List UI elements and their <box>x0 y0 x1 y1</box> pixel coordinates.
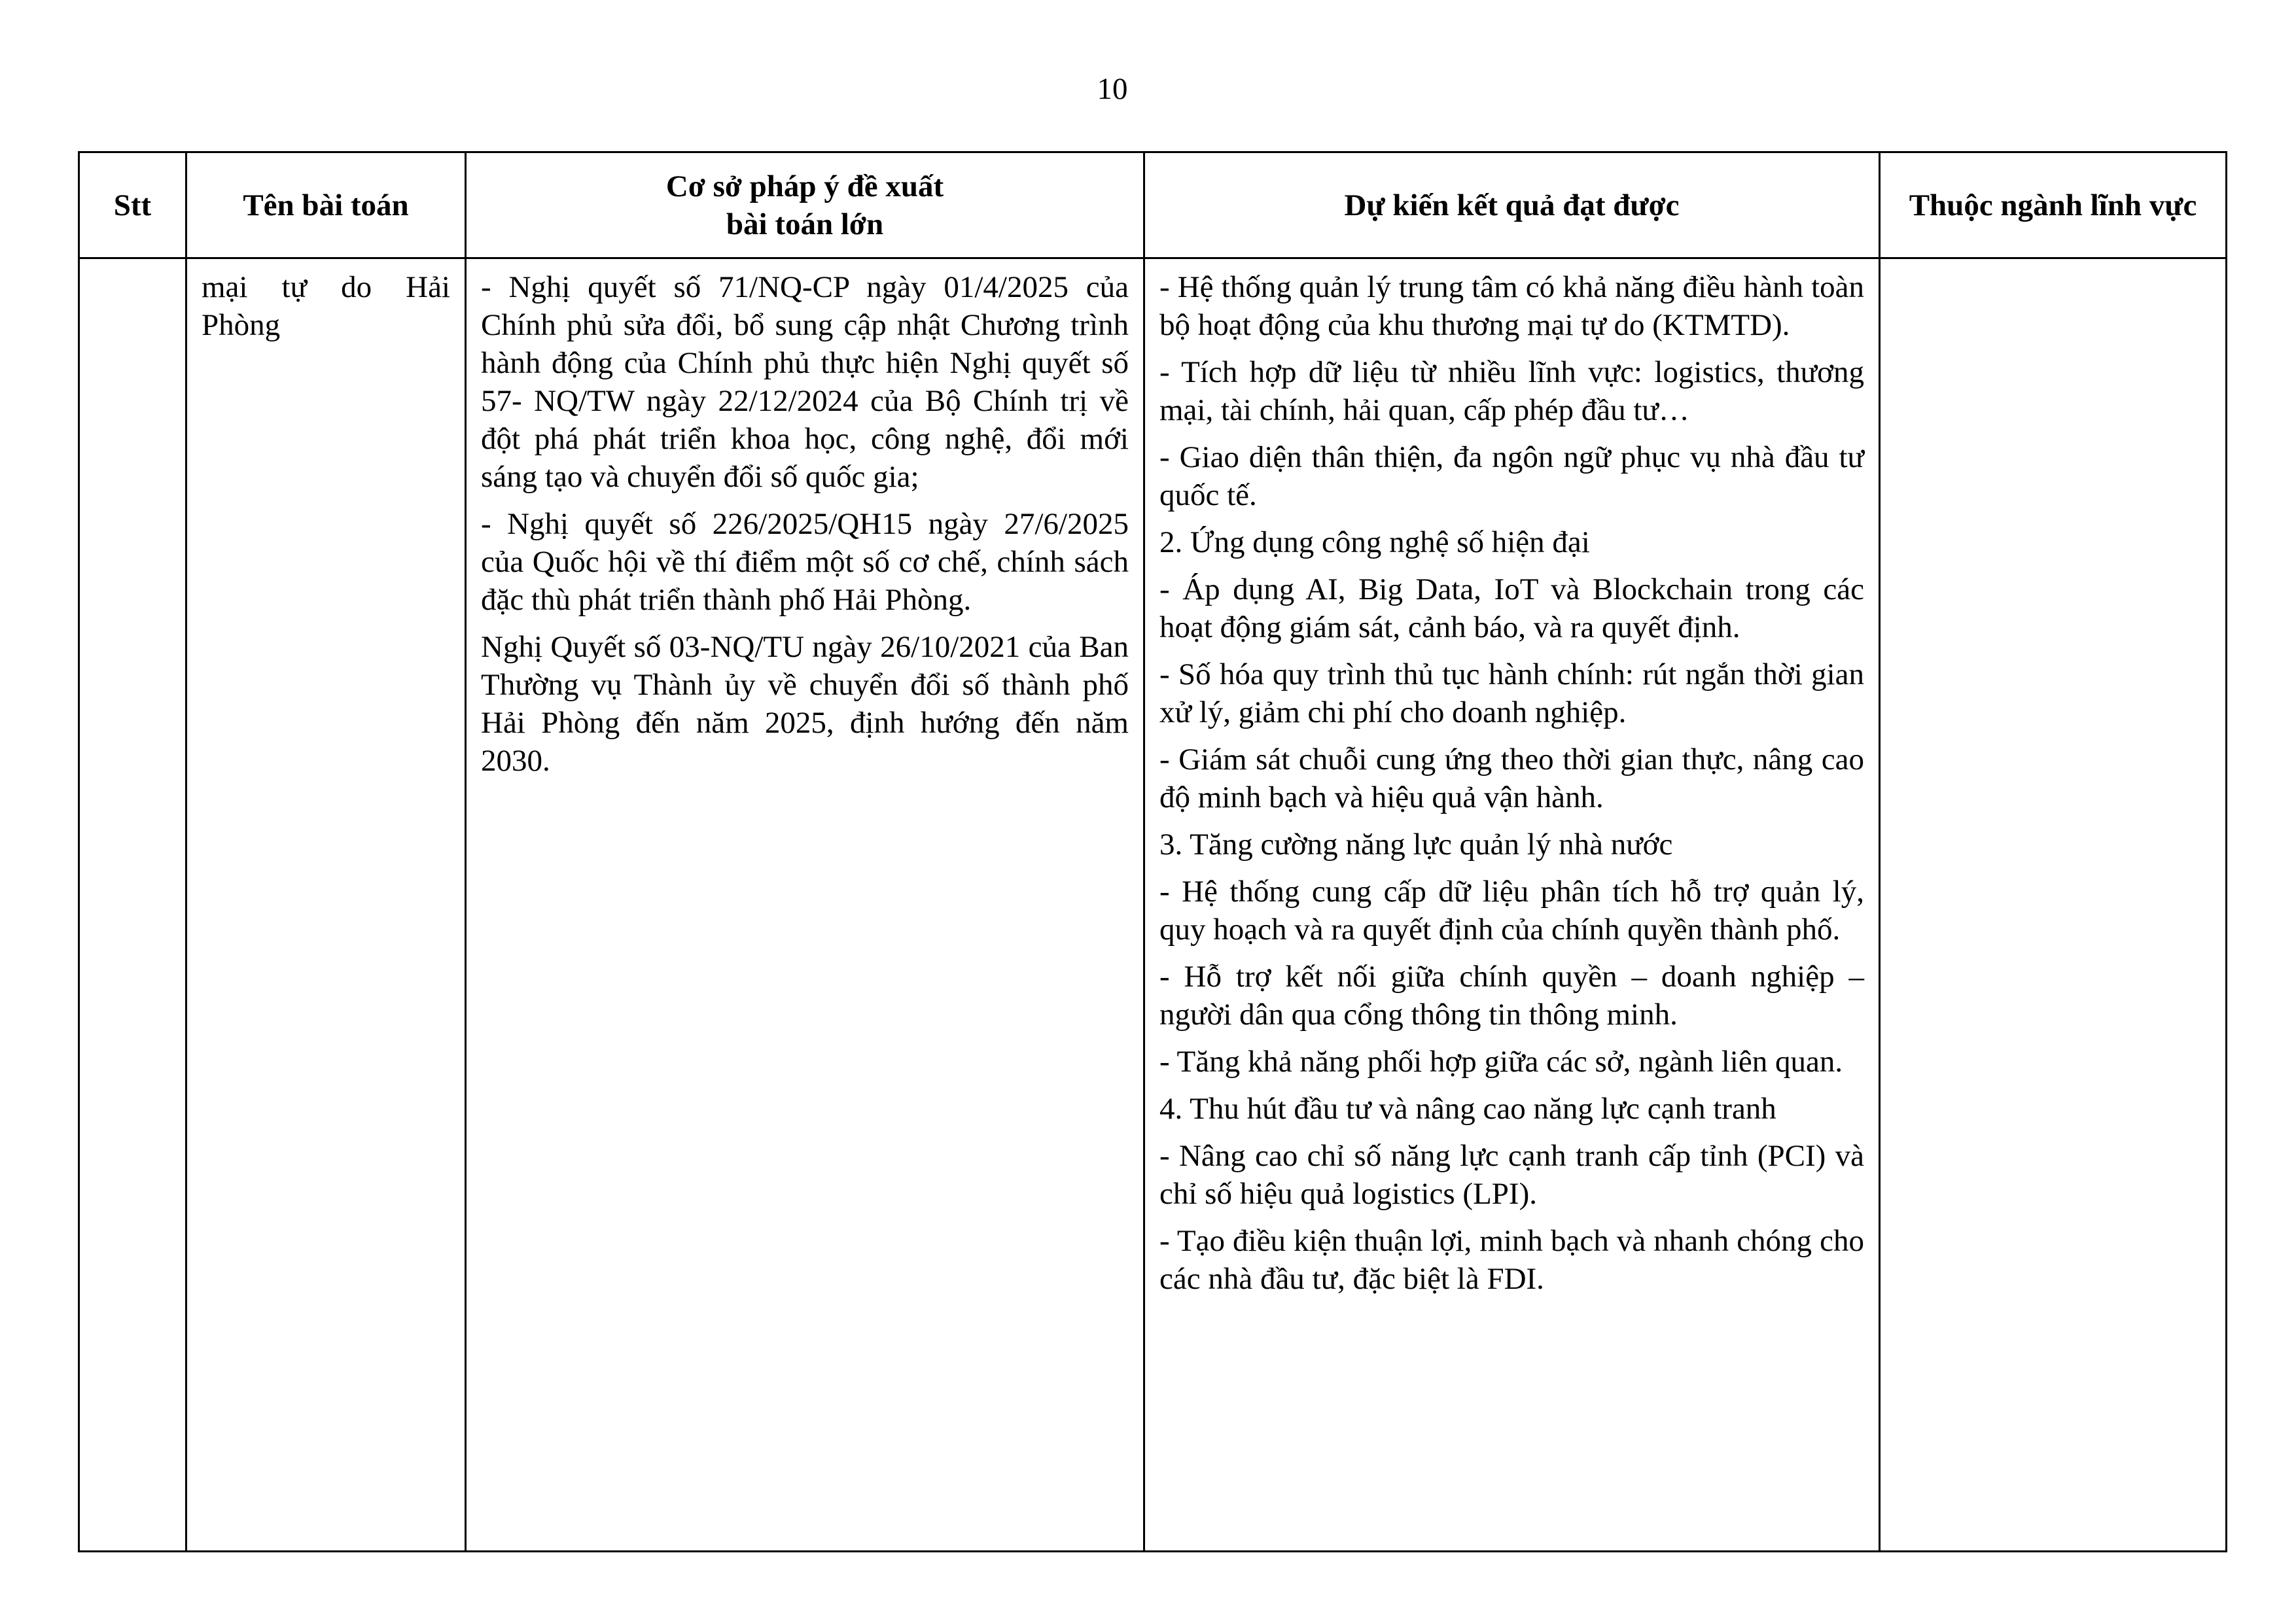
header-du-kien-ket-qua: Dự kiến kết quả đạt được <box>1144 152 1880 258</box>
cell-du-kien-ket-qua <box>1144 258 1880 1552</box>
expected-result-item: - Giao diện thân thiện, đa ngôn ngữ phục vụ nhà đầu tư quốc tế. <box>1159 440 1864 512</box>
ten-bai-toan-line1: mại tự do Hải <box>202 270 450 304</box>
expected-result-heading: 4. Thu hút đầu tư và nâng cao năng lực cạnh tranh <box>1159 1092 1776 1126</box>
expected-result-item: - Áp dụng AI, Big Data, IoT và Blockchain trong các hoạt động giám sát, cảnh báo, và ra quyết định. <box>1159 572 1864 644</box>
ten-bai-toan-line2: Phòng <box>202 308 281 342</box>
expected-result-item: - Hệ thống cung cấp dữ liệu phân tích hỗ trợ quản lý, quy hoạch và ra quyết định của chính quyền thành phố. <box>1159 875 1864 947</box>
expected-result-item: - Giám sát chuỗi cung ứng theo thời gian thực, nâng cao độ minh bạch và hiệu quả vận hành. <box>1159 742 1864 814</box>
header-stt: Stt <box>79 152 186 258</box>
table-header-row <box>79 152 2227 258</box>
header-thuoc-nganh-linh-vuc: Thuộc ngành lĩnh vực <box>1880 152 2227 258</box>
proposal-table <box>78 151 2227 1552</box>
header-ten-bai-toan: Tên bài toán <box>186 152 466 258</box>
expected-result-item: - Tích hợp dữ liệu từ nhiều lĩnh vực: logistics, thương mại, tài chính, hải quan, cấp phép đầu tư… <box>1159 355 1864 427</box>
expected-result-item: - Nâng cao chỉ số năng lực cạnh tranh cấp tỉnh (PCI) và chỉ số hiệu quả logistics (LPI). <box>1159 1139 1864 1211</box>
legal-basis-paragraph: - Nghị quyết số 226/2025/QH15 ngày 27/6/2025 của Quốc hội về thí điểm một số cơ chế, chính sách đặc thù phát triển thành phố Hải Phòng. <box>481 507 1129 617</box>
cell-co-so-phap-ly <box>466 258 1144 1552</box>
expected-result-item: - Tạo điều kiện thuận lợi, minh bạch và nhanh chóng cho các nhà đầu tư, đặc biệt là FDI. <box>1159 1224 1864 1296</box>
table-row <box>79 258 2227 1552</box>
legal-basis-paragraph: - Nghị quyết số 71/NQ-CP ngày 01/4/2025 của Chính phủ sửa đổi, bổ sung cập nhật Chương trình hành động của Chính phủ thực hiện Nghị quyết số 57- NQ/TW ngày 22/12/2024 của Bộ Chính trị về đột phá phát triển khoa học, công nghệ, đổi mới sáng tạo và chuyển đổi số quốc gia; <box>481 270 1129 494</box>
header-co-so-phap-ly <box>466 152 1144 258</box>
expected-result-heading: 2. Ứng dụng công nghệ số hiện đại <box>1159 525 1590 559</box>
header-co-so-phap-ly-line1: Cơ sở pháp ý đề xuất <box>665 169 944 203</box>
expected-result-item: - Hệ thống quản lý trung tâm có khả năng điều hành toàn bộ hoạt động của khu thương mại tự do (KTMTD). <box>1159 270 1864 342</box>
cell-ten-bai-toan <box>186 258 466 1552</box>
legal-basis-paragraph: Nghị Quyết số 03-NQ/TU ngày 26/10/2021 của Ban Thường vụ Thành ủy về chuyển đổi số thành phố Hải Phòng đến năm 2025, định hướng đến năm 2030. <box>481 630 1129 778</box>
cell-stt <box>79 258 186 1552</box>
expected-result-heading: 3. Tăng cường năng lực quản lý nhà nước <box>1159 828 1673 862</box>
header-co-so-phap-ly-line2: bài toán lớn <box>726 207 884 241</box>
expected-result-item: - Số hóa quy trình thủ tục hành chính: rút ngắn thời gian xử lý, giảm chi phí cho doanh nghiệp. <box>1159 657 1864 729</box>
page-number: 10 <box>1097 72 1128 106</box>
cell-thuoc-nganh-linh-vuc <box>1880 258 2227 1552</box>
expected-result-item: - Tăng khả năng phối hợp giữa các sở, ngành liên quan. <box>1159 1045 1843 1079</box>
expected-result-item: - Hỗ trợ kết nối giữa chính quyền – doanh nghiệp – người dân qua cổng thông tin thông minh. <box>1159 960 1864 1032</box>
